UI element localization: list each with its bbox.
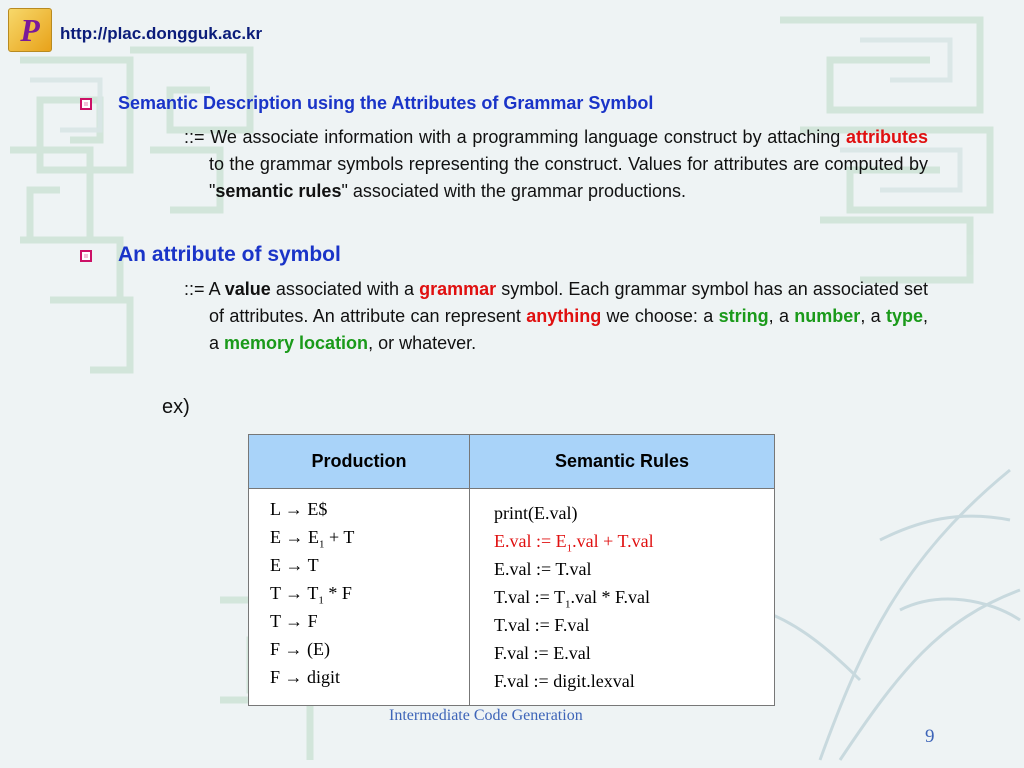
definition-semantic-description: ::= We associate information with a programming language construct by attaching attributes to the grammar symbols representing the construct. Values for attributes are computed by "semantic rules" associated with the grammar productions. <box>184 127 928 201</box>
production-line: F → digit <box>270 667 341 687</box>
rule-line: T.val := $T_1.val * F.val$ <box>494 587 651 611</box>
production-line: T → F <box>270 611 318 631</box>
page-number: 9 <box>925 726 935 747</box>
rule-line: F.val := digit.lexval <box>494 671 635 691</box>
section-heading-attribute-of-symbol: An attribute of symbol <box>118 243 341 266</box>
table-header-semantic-rules: Semantic Rules <box>470 435 775 489</box>
definition-attribute-of-symbol: ::= A value associated with a grammar symbol. Each grammar symbol has an associated set of attributes. An attribute can represent anything we choose: a string, a number, a type, a memory location, or whatever. <box>184 279 929 353</box>
rule-line: E.val := T.val <box>494 559 592 579</box>
bullet-square-icon <box>80 98 92 110</box>
production-line: E → T <box>270 555 319 575</box>
header-url[interactable]: http://plac.dongguk.ac.kr <box>60 24 263 43</box>
productions-cell <box>249 489 470 706</box>
table-header-production: Production <box>249 435 470 489</box>
rule-line: print(E.val) <box>494 503 578 523</box>
production-line: F → (E) <box>270 639 330 659</box>
logo: P <box>8 8 52 52</box>
rule-line: F.val := E.val <box>494 643 591 663</box>
bullet-square-icon <box>80 250 92 262</box>
semantic-rules-cell <box>470 489 775 706</box>
production-line: $T \to T_1 * F$ <box>270 583 352 607</box>
semantic-rules-table <box>248 434 775 706</box>
rule-line-highlighted: E.val := $E_1.val + T.val$ <box>494 531 654 555</box>
rule-line: T.val := F.val <box>494 615 590 635</box>
section-heading-semantic-description: Semantic Description using the Attributes of Grammar Symbol <box>118 93 654 113</box>
example-label: ex) <box>162 396 190 418</box>
footer-title: Intermediate Code Generation <box>389 707 583 724</box>
production-line: L → E$ <box>270 499 328 519</box>
table-row <box>249 489 775 706</box>
production-line: $E \to E_1 + T$ <box>270 527 355 551</box>
